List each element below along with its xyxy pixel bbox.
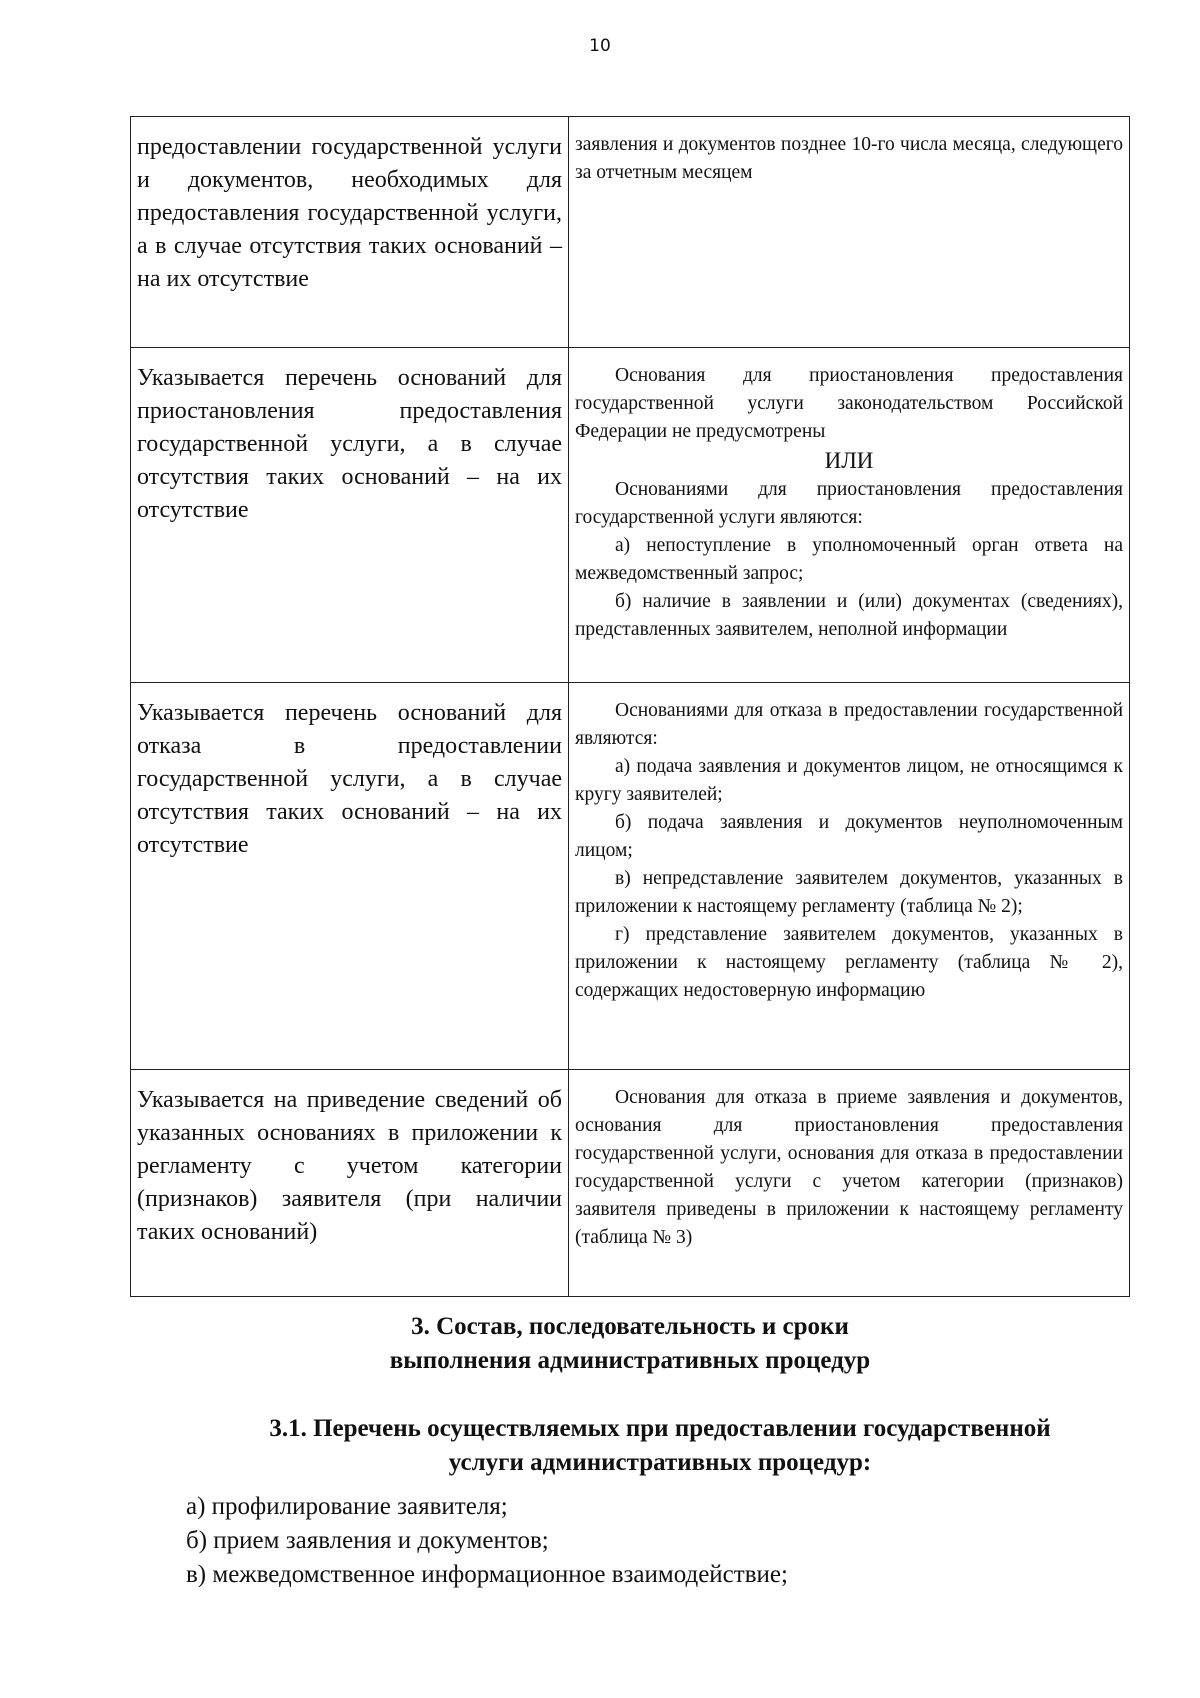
cell-paragraph: заявления и документов позднее 10-го числа месяца, следующего за отчетным месяцем bbox=[575, 134, 1123, 183]
table-cell-left: предоставлении государственной услуги и документов, необходимых для предоставления государственной услуги, а в случае отсутствия таких оснований – на их отсутствие bbox=[131, 117, 569, 348]
table-cell-right bbox=[569, 1070, 1130, 1297]
table-cell-right bbox=[569, 683, 1130, 1070]
table-cell-left: Указывается перечень оснований для приостановления предоставления государственной услуги, а в случае отсутствия таких оснований – на их отсутствие bbox=[131, 348, 569, 683]
cell-paragraph: б) наличие в заявлении и (или) документах (сведениях), представленных заявителем, неполной информации bbox=[575, 591, 1123, 640]
section-heading bbox=[130, 1310, 1130, 1378]
procedure-list bbox=[186, 1490, 788, 1592]
cell-paragraph: Основания для отказа в приеме заявления и документов, основания для приостановления предоставления государственной услуги, основания для отказа в предоставлении государственной услуги с учетом категории (признаков) заявителя приведены в приложении к настоящему регламенту (таблица № 3) bbox=[575, 1087, 1123, 1248]
subsection-heading-line: услуги административных процедур: bbox=[448, 1449, 872, 1476]
cell-paragraph: г) представление заявителем документов, указанных в приложении к настоящему регламенту (таблица № 2), содержащих недостоверную информацию bbox=[575, 924, 1123, 1001]
table-row bbox=[131, 683, 1130, 1070]
cell-paragraph: ИЛИ bbox=[824, 448, 874, 473]
table-row bbox=[131, 348, 1130, 683]
table-cell-right bbox=[569, 117, 1130, 348]
cell-paragraph: в) непредставление заявителем документов, указанных в приложении к настоящему регламенту (таблица № 2); bbox=[575, 868, 1123, 917]
table-cell-left: Указывается перечень оснований для отказа в предоставлении государственной услуги, а в случае отсутствия таких оснований – на их отсутствие bbox=[131, 683, 569, 1070]
table-cell-right bbox=[569, 348, 1130, 683]
list-item: б) прием заявления и документов; bbox=[186, 1527, 549, 1554]
subsection-heading bbox=[190, 1412, 1130, 1480]
subsection-heading-line: 3.1. Перечень осуществляемых при предоставлении государственной bbox=[269, 1415, 1051, 1442]
page-number: 10 bbox=[589, 36, 611, 56]
cell-paragraph: Основаниями для отказа в предоставлении государственной являются: bbox=[575, 700, 1123, 749]
cell-paragraph: а) подача заявления и документов лицом, не относящимся к кругу заявителей; bbox=[575, 756, 1123, 805]
table-cell-left: Указывается на приведение сведений об указанных основаниях в приложении к регламенту с учетом категории (признаков) заявителя (при наличии таких оснований) bbox=[131, 1070, 569, 1297]
list-item: а) профилирование заявителя; bbox=[186, 1493, 508, 1520]
cell-paragraph: Основания для приостановления предоставления государственной услуги законодательством Российской Федерации не предусмотрены bbox=[575, 365, 1123, 442]
cell-paragraph: Основаниями для приостановления предоставления государственной услуги являются: bbox=[575, 479, 1123, 528]
cell-paragraph: а) непоступление в уполномоченный орган ответа на межведомственный запрос; bbox=[575, 535, 1123, 584]
cell-paragraph: б) подача заявления и документов неуполномоченным лицом; bbox=[575, 812, 1123, 861]
section-heading-line: выполнения административных процедур bbox=[389, 1347, 871, 1374]
table-row bbox=[131, 1070, 1130, 1297]
regulation-table bbox=[130, 116, 1130, 1297]
table-row bbox=[131, 117, 1130, 348]
section-heading-line: 3. Состав, последовательность и сроки bbox=[411, 1313, 849, 1340]
list-item: в) межведомственное информационное взаимодействие; bbox=[186, 1561, 788, 1588]
